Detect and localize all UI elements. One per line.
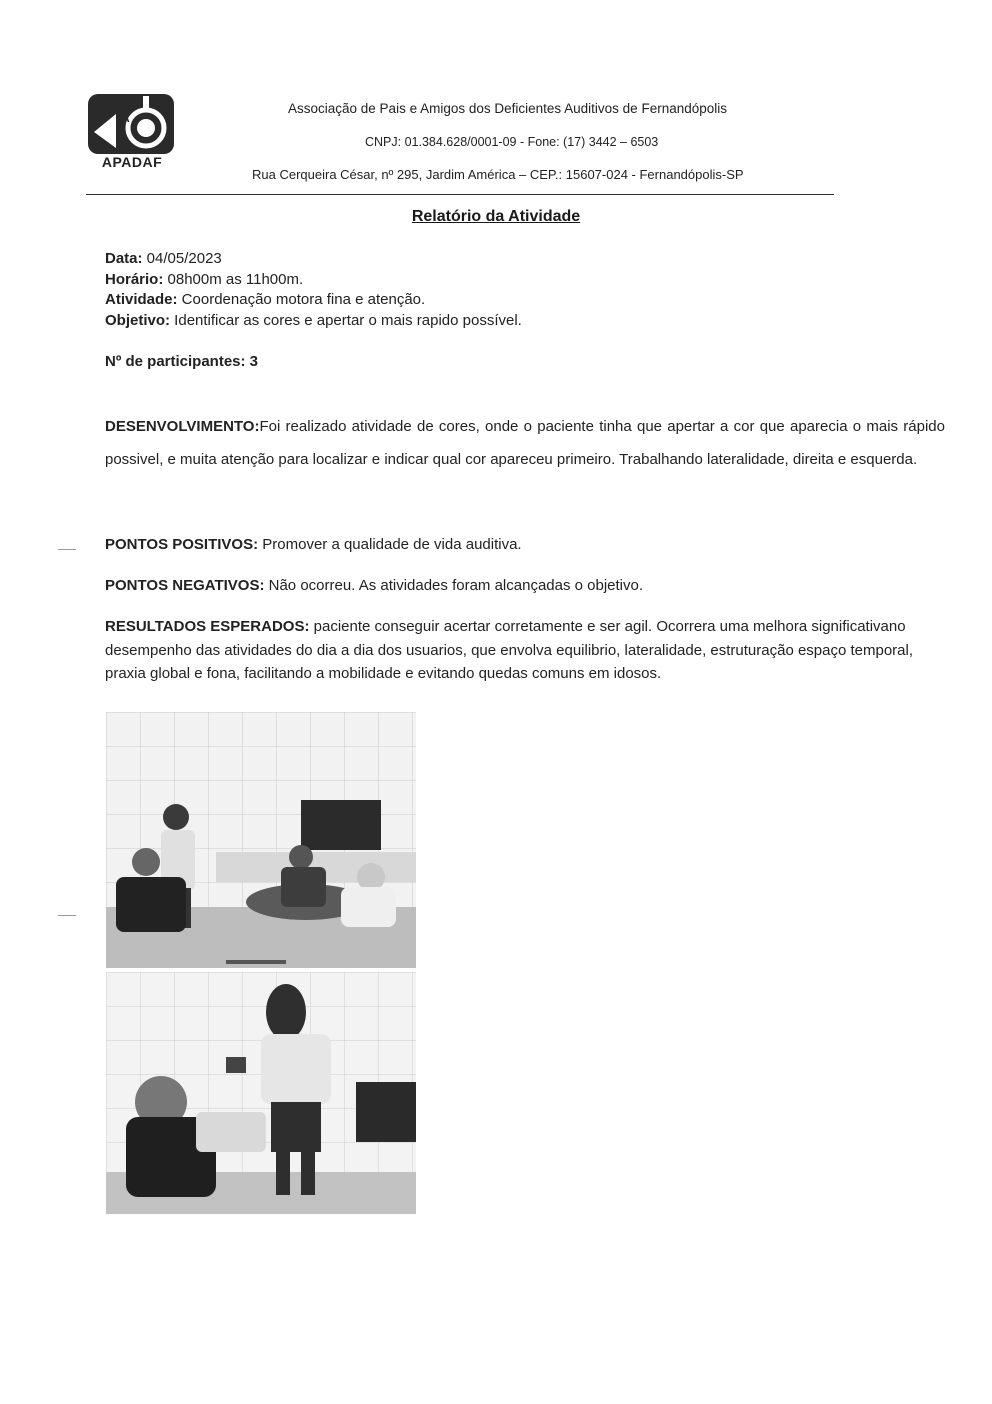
cnpj-phone: CNPJ: 01.384.628/0001-09 - Fone: (17) 3442 – 6503: [365, 135, 659, 149]
logo-text: APADAF: [101, 154, 163, 170]
activity-field: Atividade: Coordenação motora fina e atenção.: [105, 291, 426, 308]
date-field: Data: 04/05/2023: [105, 250, 222, 267]
header-divider: [86, 194, 834, 195]
org-name: Associação de Pais e Amigos dos Deficientes Auditivos de Fernandópolis: [288, 101, 728, 116]
address: Rua Cerqueira César, nº 295, Jardim América – CEP.: 15607-024 - Fernandópolis-SP: [252, 167, 744, 182]
ear-logo-icon: [86, 92, 178, 156]
activity-photo-2: [106, 972, 416, 1214]
development-section: DESENVOLVIMENTO:Foi realizado atividade de cores, onde o paciente tinha que apertar a cor que aparecia o mais rápido possivel, e muita atenção para localizar e indicar qual cor apareceu primeiro. Trabalhando lateralidade, direita e esquerda.: [105, 418, 945, 468]
objective-field: Objetivo: Identificar as cores e apertar o mais rapido possível.: [105, 312, 522, 329]
time-field: Horário: 08h00m as 11h00m.: [105, 271, 304, 288]
negative-points: PONTOS NEGATIVOS: Não ocorreu. As atividades foram alcançadas o objetivo.: [105, 577, 644, 594]
positive-points: PONTOS POSITIVOS: Promover a qualidade de vida auditiva.: [105, 536, 522, 553]
report-title: Relatório da Atividade: [411, 208, 581, 225]
scan-mark: [58, 915, 76, 916]
activity-photo-1: [106, 712, 416, 968]
expected-results: RESULTADOS ESPERADOS: paciente conseguir acertar corretamente e ser agil. Ocorrera uma melhora significativano desempenho das atividades do dia a dia dos usuarios, que envolva equilibrio, lateralidade, estruturação espaço temporal, praxia global e fona, facilitando a mobilidade e evitando quedas comuns em idosos.: [105, 618, 914, 682]
scan-mark: [58, 549, 76, 550]
apadaf-logo: [86, 92, 178, 172]
svg-text:A: A: [121, 111, 130, 125]
participants-count: Nº de participantes: 3: [105, 353, 259, 370]
